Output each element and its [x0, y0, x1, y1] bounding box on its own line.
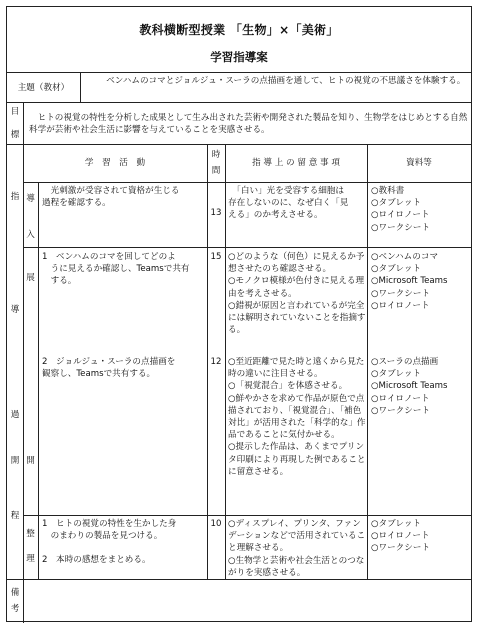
- objective-label-bottom: 標: [10, 130, 20, 140]
- activity-header: 学 習 活 動: [84, 158, 146, 168]
- divider: [7, 144, 471, 145]
- summary-time: 10: [210, 519, 222, 529]
- develop1-activity: 1 ベンハムのコマを回してどのよ うに見えるか確認し、Teamsで共有 する。: [42, 252, 190, 287]
- time-header-1: 時: [211, 150, 221, 160]
- summary-activity-2: 2 本時の感想をまとめる。: [42, 555, 151, 565]
- divider: [7, 579, 471, 580]
- intro-notes: 「白い」光を受容する細胞は 存在しないのに、なぜ白く「見 える」のか考えさせる。: [228, 186, 349, 221]
- notes-header: 指 導 上 の 留 意 事 項: [252, 158, 340, 168]
- divider: [7, 102, 471, 103]
- phase-develop-label: 展: [26, 273, 35, 283]
- theme-label: 主題（教材）: [17, 83, 70, 93]
- phase-develop-label: 開: [26, 456, 35, 466]
- remarks-label: 考: [10, 604, 20, 614]
- divider: [23, 144, 24, 579]
- side-label-char: 開: [10, 456, 20, 466]
- side-label-char: 程: [10, 511, 20, 521]
- objective-label-top: 目: [10, 107, 20, 117]
- objective-text: ヒトの視覚の特性を分析した成果として生み出された芸術や開発された製品を知り、生物学をはじめとする自然科学が芸術や社会生活に影響を与えていることを実感させる。: [29, 113, 468, 136]
- summary-activity-1: 1 ヒトの視覚の特性を生かした身 のまわりの製品を見つける。: [42, 519, 177, 542]
- side-label-char: 導: [10, 305, 20, 315]
- theme-text: ベンハムのコマとジョルジュ・スーラの点描画を通して、ヒトの視覚の不思議さを体験する。: [106, 76, 466, 86]
- phase-summary-label: 理: [26, 554, 35, 564]
- divider: [7, 72, 471, 73]
- summary-materials: ○タブレット ○ロイロノート ○ワークシート: [371, 519, 431, 554]
- divider: [23, 579, 24, 623]
- side-label-char: 指: [10, 192, 20, 202]
- divider: [23, 102, 24, 144]
- develop2-activity: 2 ジョルジュ・スーラの点描画を 観察し、Teamsで共有する。: [42, 357, 176, 380]
- divider: [23, 247, 471, 248]
- divider: [225, 144, 226, 579]
- develop1-time: 15: [210, 252, 222, 262]
- phase-intro-label: 導: [26, 194, 35, 204]
- divider: [38, 182, 39, 579]
- intro-activity: 光刺激が受容されて資格が生じる 過程を確認する。: [42, 186, 180, 209]
- intro-time: 13: [210, 208, 222, 218]
- divider: [80, 72, 81, 102]
- develop1-notes: ○どのような（何色）に見えるか予想させたのち確認させる。 ○モノクロ模様が色付きに見える理由を考えさせる。 ○錯視が原因と言われているが完全には解明されていないことを指摘する。: [228, 252, 366, 336]
- document-title: 教科横断型授業 「生物」×「美術」: [139, 23, 339, 37]
- time-header-2: 間: [211, 166, 221, 176]
- document-subtitle: 学習指導案: [210, 50, 268, 64]
- materials-header: 資料等: [406, 158, 432, 168]
- divider: [23, 182, 471, 183]
- lesson-plan-document: [6, 6, 472, 622]
- develop2-time: 12: [210, 357, 222, 367]
- remarks-label: 備: [10, 588, 20, 598]
- develop1-materials: ○ベンハムのコマ ○タブレット ○Microsoft Teams ○ワークシート ○ロイロノート: [371, 252, 448, 311]
- develop2-notes: ○至近距離で見た時と遠くから見た時の違いに注目させる。 ○「視覚混合」を体感させる。 ○鮮やかさを求めて作品が原色で点描されており、「視覚混合」、「補色対比」が活用された「科学的な」作品であることに気付かせる。 ○提示した作品は、あくまでプリンタ印刷により再現した例であることに留意させる。: [228, 357, 366, 477]
- summary-notes: ○ディスプレイ、プリンタ、ファンデーションなどで活用されていること理解させる。 ○生物学と芸術や社会生活とのつながりを実感させる。: [228, 519, 366, 578]
- develop2-materials: ○スーラの点描画 ○タブレット ○Microsoft Teams ○ロイロノート ○ワークシート: [371, 357, 448, 416]
- phase-intro-label: 入: [26, 230, 35, 240]
- divider: [23, 515, 471, 516]
- phase-summary-label: 整: [26, 529, 35, 539]
- side-label-char: 過: [10, 410, 20, 420]
- intro-materials: ○教科書 ○タブレット ○ロイロノート ○ワークシート: [371, 186, 431, 233]
- divider: [367, 144, 368, 579]
